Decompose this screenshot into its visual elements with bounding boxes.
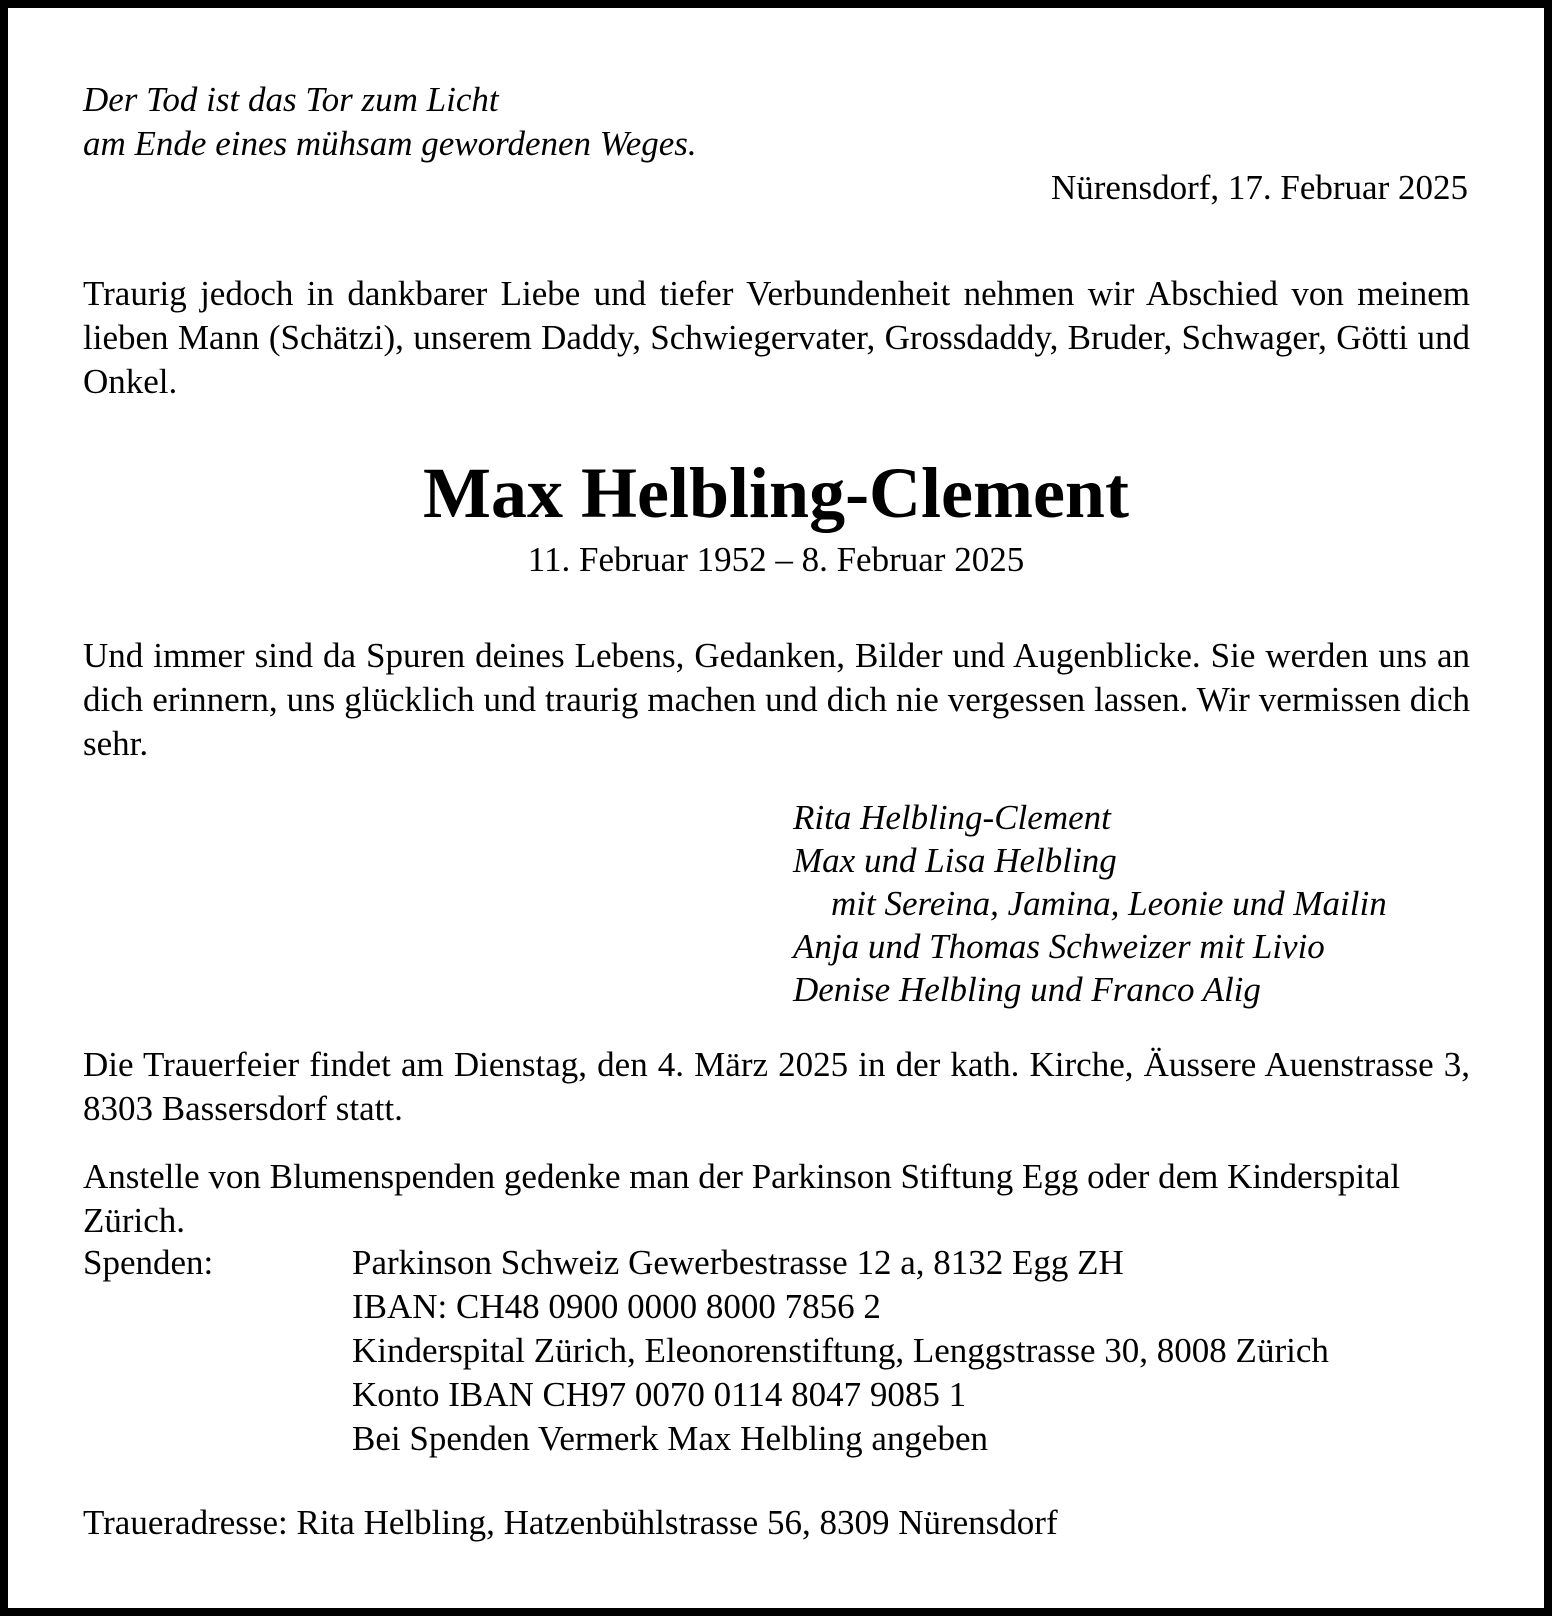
- donations-details: [352, 1241, 1329, 1461]
- flowers-paragraph: Anstelle von Blumenspenden gedenke man der Parkinson Stiftung Egg oder dem Kinderspital Zürich.: [83, 1157, 1401, 1240]
- epigraph-quote: [83, 78, 1470, 166]
- mourner-name: Rita Helbling-Clement: [793, 798, 1111, 837]
- mourning-address: Traueradresse: Rita Helbling, Hatzenbühlstrasse 56, 8309 Nürensdorf: [83, 1503, 1058, 1542]
- quote-line-1: Der Tod ist das Tor zum Licht: [83, 80, 499, 119]
- mourner-name: Anja und Thomas Schweizer mit Livio: [793, 927, 1325, 966]
- memory-paragraph: Und immer sind da Spuren deines Lebens, Gedanken, Bilder und Augenblicke. Sie werden uns an dich erinnern, uns glücklich und traurig machen und dich nie vergessen lassen. Wir vermissen dich sehr.: [83, 636, 1470, 763]
- donations-label: Spenden:: [83, 1243, 214, 1282]
- mourner-name: mit Sereina, Jamina, Leonie und Mailin: [831, 884, 1387, 923]
- deceased-name: Max Helbling-Clement: [423, 453, 1129, 533]
- life-dates: 11. Februar 1952 – 8. Februar 2025: [527, 540, 1025, 579]
- intro-paragraph: Traurig jedoch in dankbarer Liebe und tiefer Verbundenheit nehmen wir Abschied von meinem lieben Mann (Schätzi), unserem Daddy, Schwiegervater, Grossdaddy, Bruder, Schwager, Götti und Onkel.: [83, 274, 1470, 401]
- quote-line-2: am Ende eines mühsam gewordenen Weges.: [83, 124, 697, 163]
- funeral-service-paragraph: Die Trauerfeier findet am Dienstag, den 4. März 2025 in der kath. Kirche, Äussere Auenstrasse 3, 8303 Bassersdorf statt.: [83, 1045, 1470, 1128]
- mourner-name: Max und Lisa Helbling: [793, 841, 1117, 880]
- donation-line: Parkinson Schweiz Gewerbestrasse 12 a, 8132 Egg ZH: [352, 1243, 1124, 1282]
- mourners-list: [793, 796, 1387, 1011]
- donation-line: Konto IBAN CH97 0070 0114 8047 9085 1: [352, 1375, 967, 1414]
- donation-line: IBAN: CH48 0900 0000 8000 7856 2: [352, 1287, 881, 1326]
- donation-line: Kinderspital Zürich, Eleonorenstiftung, Lenggstrasse 30, 8008 Zürich: [352, 1331, 1329, 1370]
- place-date: Nürensdorf, 17. Februar 2025: [1051, 168, 1468, 207]
- mourner-name: Denise Helbling und Franco Alig: [793, 970, 1261, 1009]
- donation-line: Bei Spenden Vermerk Max Helbling angeben: [352, 1419, 988, 1458]
